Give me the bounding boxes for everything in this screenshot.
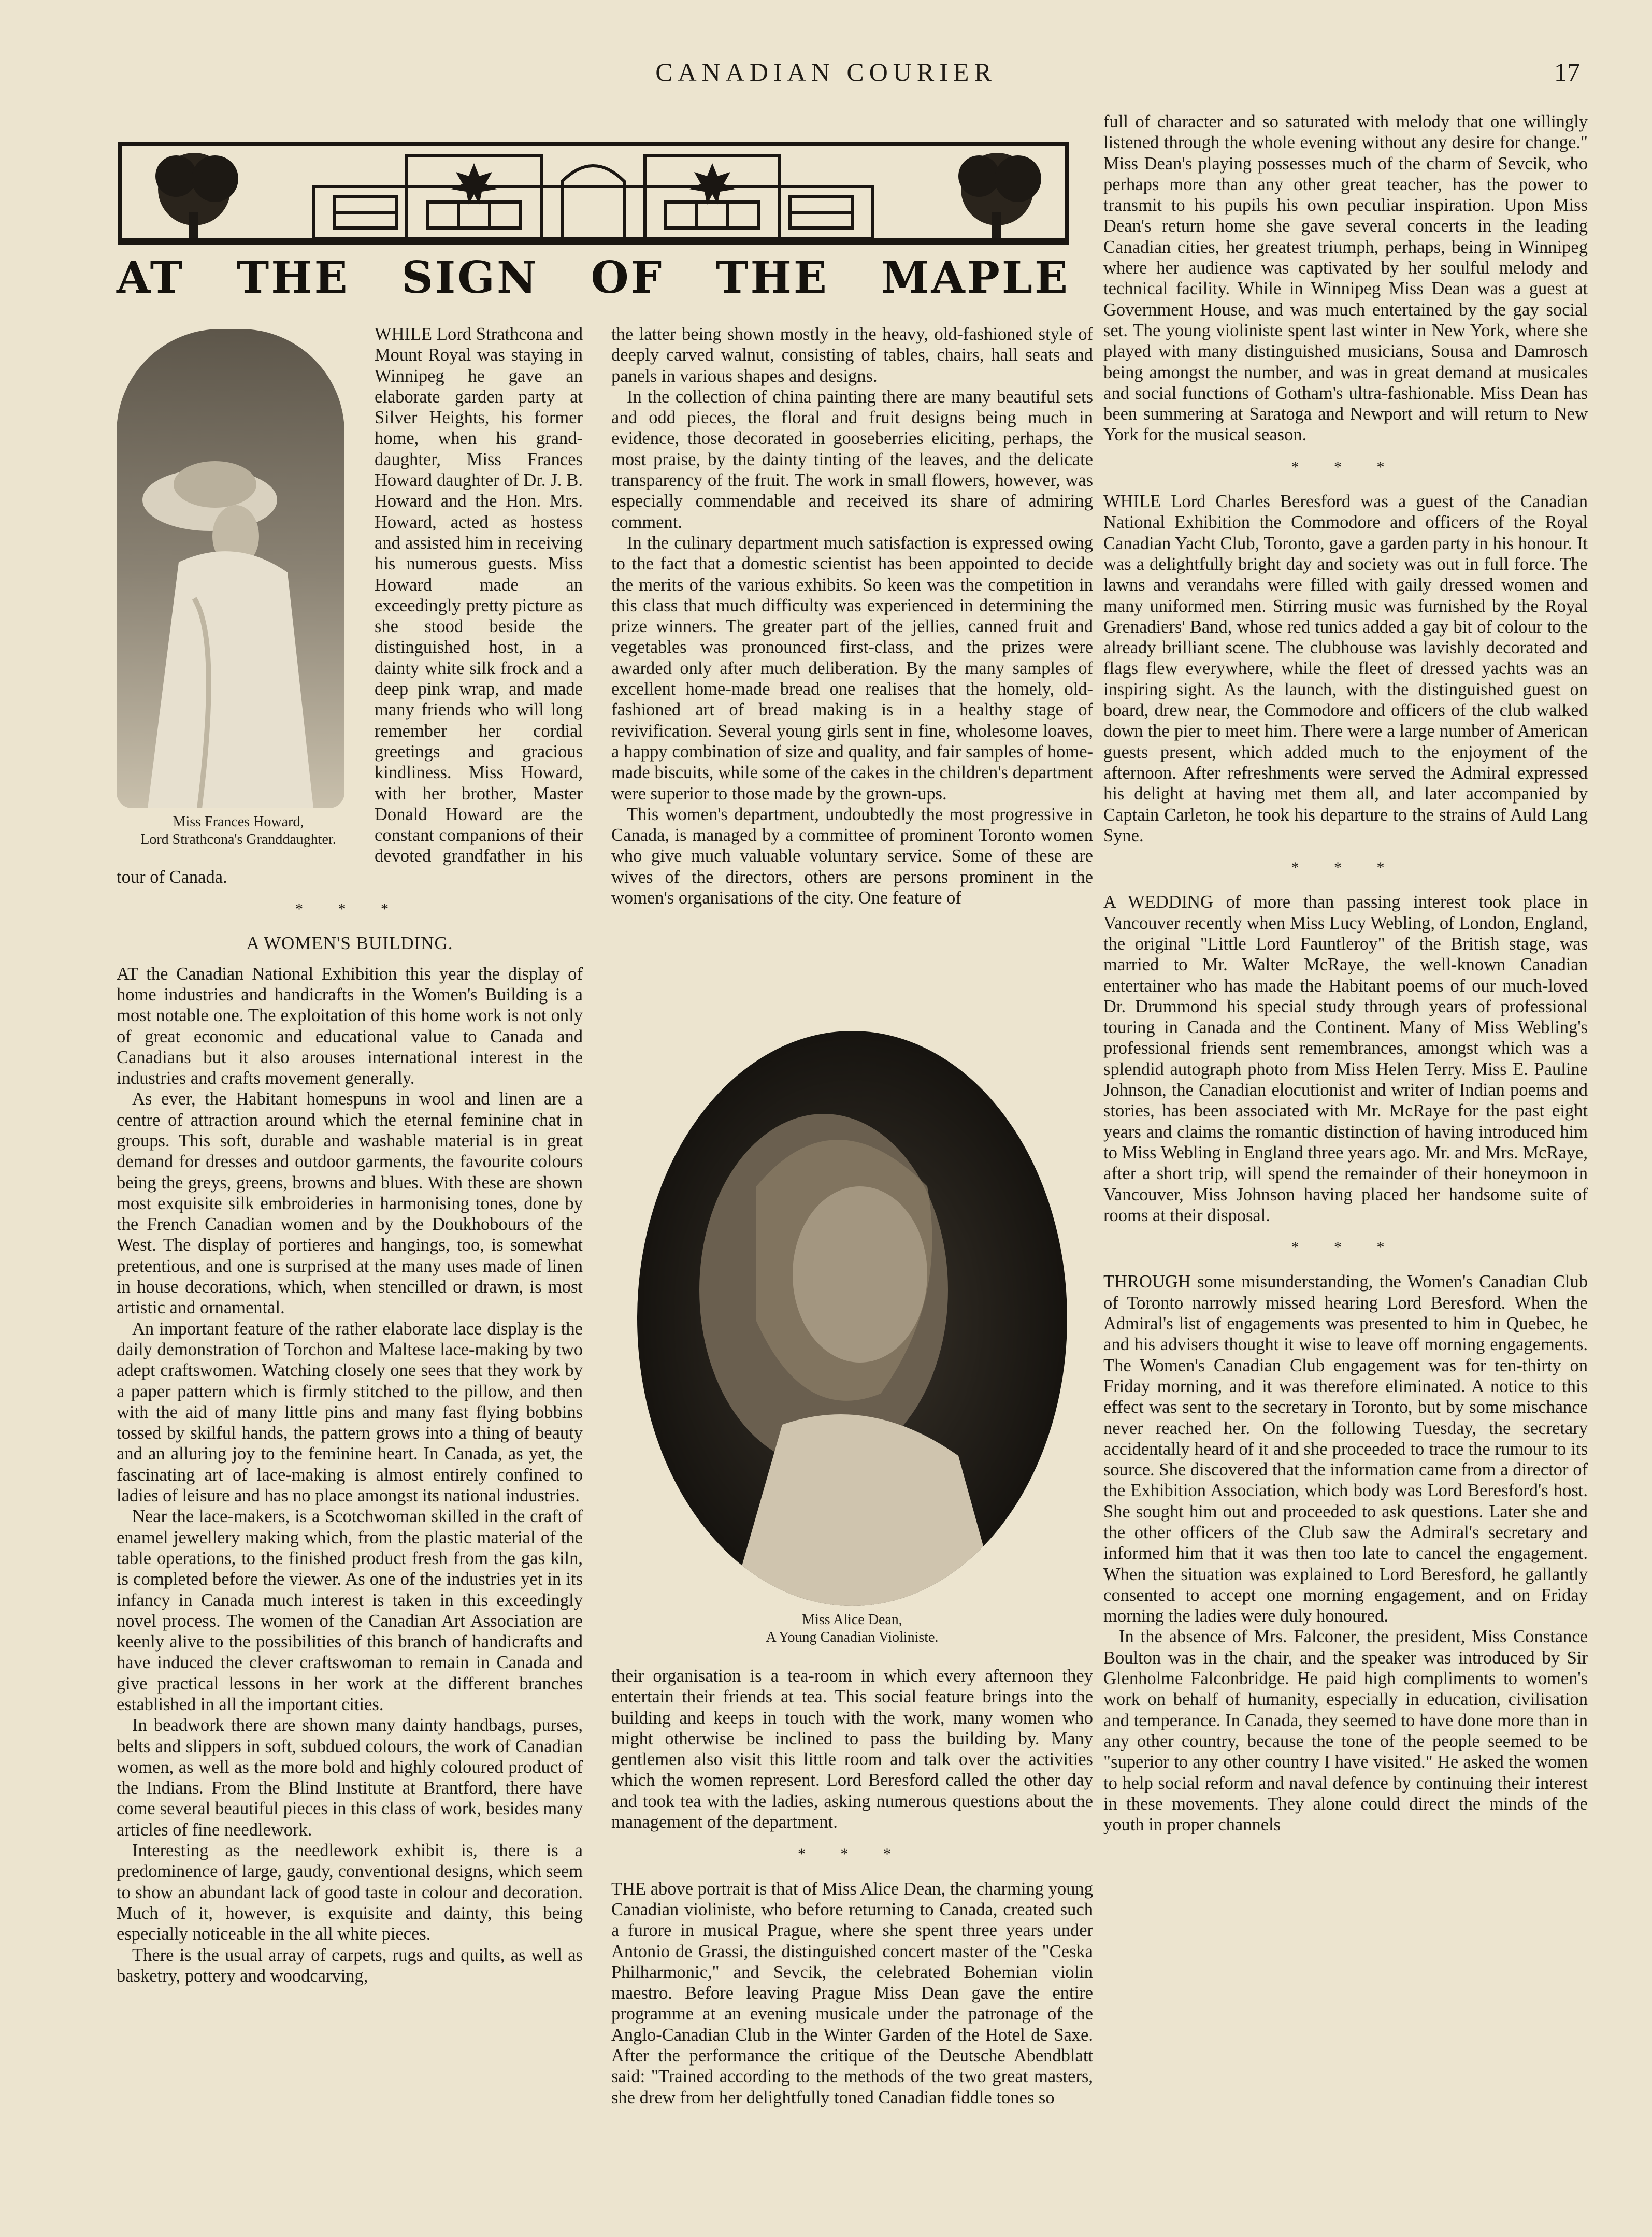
decorative-banner <box>117 140 1070 246</box>
caption-alice-dean: Miss Alice Dean, <box>802 1612 902 1628</box>
article-paragraph: In beadwork there are shown many dainty handbags, purses, belts and slippers in soft, subdued colours, the work of Canadian women, as well as the more bold and highly coloured product of the Indians. From the Blind Institute at Brantford, there have come several beautiful pieces in this class of work, besides many articles of fine needlework. <box>117 1715 583 1840</box>
title-word: AT <box>117 251 185 303</box>
article-paragraph: WHILE Lord Strathcona and Mount Royal was staying in Winnipeg he gave an elaborate garden party at Silver Heights, his former home, when his grand-daughter, Miss Frances Howard daughter of Dr. J. B. Howard and the Hon. Mrs. Howard, acted as hostess and assisted him in receiving his numerous guests. Miss Howard made an exceedingly pretty picture as she stood beside the distinguished host, in a dainty white silk frock and a deep pink wrap, and made many friends who will long remember her cordial greetings and gracious kindliness. Miss Howard, with her brother, Master Donald Howard are the constant companions of their devoted grandfather in his tour of Canada. <box>117 324 583 887</box>
caption-frances-howard: Miss Frances Howard, <box>173 814 304 830</box>
section-separator: * * * <box>798 1845 907 1863</box>
article-paragraph: As ever, the Habitant homespuns in wool and linen are a centre of attraction around which the eternal feminine chat in groups. This soft, durable and washable material is in great demand for dresses and outdoor garments, the favourite colours being the greys, greens, browns and blues. With these are shown most exquisite silk embroideries in harmonising tones, done by the French Canadian women and by the Doukhobours of the West. The display of portieres and hangings, too, is somewhat pretentious, and one is surprised at the many uses made of linen in house decorations, which, when stencilled or drawn, is most artistic and ornamental. <box>117 1089 583 1318</box>
article-paragraph: There is the usual array of carpets, rugs and quilts, as well as basketry, pottery and woodcarving, <box>117 1945 583 1986</box>
page-number: 17 <box>1554 58 1580 87</box>
caption-frances-howard-sub: Lord Strathcona's Granddaughter. <box>140 831 336 848</box>
article-paragraph: In the culinary department much satisfaction is expressed owing to the fact that a domestic scientist has been appointed to decide the merits of the various exhibits. So keen was the competition in this class that much difficulty was experienced in determining the prize winners. The greater part of the jellies, canned fruit and vegetables was pronounced first-class, and the prizes were awarded only after much deliberation. By the many samples of excellent home-made bread one realises that the homely, old-fashioned art of bread making is in a healthy stage of revivification. Several young girls sent in fine, wholesome loaves, a happy combination of size and quality, and fair samples of home-made biscuits, while some of the cakes in the children's department were superior to those made by the grown-ups. <box>611 533 1093 804</box>
section-title <box>117 249 1070 306</box>
article-paragraph: AT the Canadian National Exhibition this year the display of home industries and handicrafts in the Women's Building is a most notable one. The exploitation of this home work is not only of great economic and educational value to Canada and Canadians but it also arouses international interest in the industries and crafts movement generally. <box>117 964 583 1088</box>
portrait-alice-dean <box>637 1031 1067 1606</box>
section-separator: * * * <box>295 900 404 918</box>
title-word: MAPLE <box>881 251 1070 303</box>
column-3 <box>1103 111 1588 1835</box>
article-paragraph: In the absence of Mrs. Falconer, the president, Miss Constance Boulton was in the chair, and the speaker was introduced by Sir Glenholme Falconbridge. He paid high compliments to women's work on behalf of humanity, especially in education, civilisation and temperance. In Canada, they seemed to have done more than in any other country, because the tone of the people seemed to be "superior to any other country I have visited." He asked the women to help social reform and naval defence by continuing their interest in these movements. They alone could direct the minds of the youth in proper channels <box>1103 1627 1588 1835</box>
article-paragraph: THE above portrait is that of Miss Alice Dean, the charming young Canadian violiniste, who before returning to Canada, created such a furore in musical Prague, where she spent three years under Antonio de Grassi, the distinguished concert master of the "Ceska Philharmonic," and Sevcik, the celebrated Bohemian violin maestro. Before leaving Prague Miss Dean gave the entire programme at an evening musicale under the patronage of the Anglo-Canadian Club in the Winter Garden of the Hotel de Saxe. After the performance the critique of the Deutsche Abendblatt said: "Trained according to the methods of the two great masters, she drew from her delightfully toned Canadian fiddle tones so <box>611 1878 1093 2107</box>
article-paragraph: This women's department, undoubtedly the most progressive in Canada, is managed by a committee of prominent Toronto women who give much valuable voluntary service. Some of these are wives of the directors, others are persons prominent in the women's organisations of the city. One feature of <box>611 804 1093 908</box>
running-head: CANADIAN COURIER <box>655 58 997 87</box>
column-2-bottom <box>611 1666 1093 2108</box>
title-word: THE <box>715 251 829 303</box>
article-paragraph: A WEDDING of more than passing interest took place in Vancouver recently when Miss Lucy Webling, of London, England, the original "Little Lord Fauntleroy" of the British stage, was married to Mr. Walter McRaye, the well-known Canadian entertainer who has made the Habitant poems of our much-loved Dr. Drummond his special study through years of professional touring in Canada and the Continent. Many of Miss Webling's professional friends sent remembrances, amongst which was a splendid autograph photo from Miss Helen Terry. Miss E. Pauline Johnson, the Canadian elocutionist and writer of Indian poems and stories, has been associated with Mr. McRaye for the past eight years and claims the romantic distinction of having introduced him to Miss Webling in England three years ago. Mr. and Mrs. McRaye, after a short trip, will spend the remainder of their honeymoon in Vancouver, Miss Johnson having placed her handsome suite of rooms at their disposal. <box>1103 892 1588 1225</box>
caption-alice-dean-sub: A Young Canadian Violiniste. <box>766 1629 939 1645</box>
article-paragraph: Near the lace-makers, is a Scotchwoman skilled in the craft of enamel jewellery making which, from the plastic material of the table operations, to the finished product fresh from the gas kiln, is completed before the viewer. As one of the industries yet in its infancy in Canada much interest is taken in this exceedingly novel process. The women of the Canadian Art Association are keenly alive to the possibilities of this branch of handicrafts and have induced the clever craftswoman to remain in Canada and give practical lessons in her work at the different branches established in all the important cities. <box>117 1507 583 1714</box>
section-separator: * * * <box>1291 458 1400 476</box>
article-paragraph: full of character and so saturated with melody that one willingly listened through the whole evening without any desire for change." Miss Dean's playing possesses much of the charm of Sevcik, who perhaps more than any other great teacher, has the power to transmit to his pupils his own peculiar inspiration. Upon Miss Dean's return home she gave several concerts in the leading Canadian cities, her greatest triumph, perhaps, being in Winnipeg where her audience was captivated by her soulful melody and technical facility. While in Winnipeg Miss Dean was a guest at Government House, and was much entertained by the gay social set. The young violiniste spent last winter in New York, where she played with many distinguished musicians, Sousa and Damrosch being amongst the number, and was in great demand at musicales and social functions of Gotham's ultra-fashionable. Miss Dean has been summering at Saratoga and Newport and will return to New York for the musical season. <box>1103 112 1588 445</box>
title-word: SIGN <box>401 251 539 303</box>
article-paragraph: An important feature of the rather elaborate lace display is the daily demonstration of Torchon and Maltese lace-making by two adept craftswomen. Watching closely one sees that they work by a paper pattern which is firmly stitched to the pillow, and then with the aid of many little pins and many fast flying bobbins tossed by skilful hands, the pattern grows into a thing of beauty and an alluring joy to the feminine heart. In Canada, as yet, the fascinating art of lace-making is almost entirely confined to ladies of leisure and has no place amongst its national industries. <box>117 1318 583 1506</box>
article-paragraph: WHILE Lord Charles Beresford was a guest of the Canadian National Exhibition the Commodore and officers of the Royal Canadian Yacht Club, Toronto, gave a garden party in his honour. It was a delightfully bright day and society was out in full force. The lawns and verandahs were filled with gaily dressed women and many uniformed men. Stirring music was furnished by the Royal Grenadiers' Band, whose red tunics added a gay bit of colour to the already brilliant scene. The clubhouse was lavishly decorated and flags flew everywhere, while the fleet of dressed yachts was an inspiring sight. As the launch, with the distinguished guest on board, drew near, the Commodore and officers of the club walked down the pier to meet him. There were a large number of American guests present, which added much to the enjoyment of the afternoon. After refreshments were served the Admiral expressed his delight at having met them all, and later accompanied by Captain Carleton, he took his departure to the strains of Auld Lang Syne. <box>1103 492 1588 845</box>
article-paragraph: In the collection of china painting there are many beautiful sets and odd pieces, the floral and fruit designs being much in evidence, those decorated in gooseberries eliciting, perhaps, the most praise, by the dainty tinting of the leaves, and the delicate transparency of the fruit. The work in small flowers, however, was especially commendable and received its share of admiring comment. <box>611 386 1093 532</box>
article-paragraph: the latter being shown mostly in the heavy, old-fashioned style of deeply carved walnut, consisting of tables, chairs, hall seats and panels in various shapes and designs. <box>611 324 1093 386</box>
article-paragraph: Interesting as the needlework exhibit is, there is a predominence of large, gaudy, conventional designs, which seem to show an abundant lack of good taste in colour and decoration. Much of it, however, is exquisite and dainty, this being especially noticeable in the all white pieces. <box>117 1841 583 1944</box>
title-word: THE <box>236 251 350 303</box>
photo-caption-alice-dean <box>611 1611 1093 1646</box>
column-2-top <box>611 324 1093 908</box>
title-word: OF <box>591 251 664 303</box>
section-separator: * * * <box>1291 1239 1400 1256</box>
column-1 <box>117 324 583 1986</box>
article-heading: A WOMEN'S BUILDING. <box>246 933 453 954</box>
section-separator: * * * <box>1291 859 1400 877</box>
photo-caption-frances-howard <box>117 324 360 860</box>
article-paragraph: THROUGH some misunderstanding, the Women's Canadian Club of Toronto narrowly missed hearing Lord Beresford. When the Admiral's list of engagements was presented to him in Quebec, he and his advisers thought it wise to leave off morning engagements. The Women's Canadian Club engagement was for ten-thirty on Friday morning, and it was therefore eliminated. A notice to this effect was sent to the secretary in Toronto, but by some mischance never reached her. On the following Tuesday, the secretary accidentally heard of it and she proceeded to trace the rumour to its source. She discovered that the information came from a director of the Exhibition Association, which body was Lord Beresford's host. She sought him out and proceeded to ask questions. Later she and the other officers of the Club saw the Admiral's secretary and informed him that it was then too late to cancel the engagement. When the situation was explained to Lord Beresford, he gallantly consented to accept one morning engagement, and on Friday morning the ladies were duly honoured. <box>1103 1272 1588 1626</box>
article-paragraph: their organisation is a tea-room in which every afternoon they entertain their friends at tea. This social feature brings into the building and keeps in touch with the work, many women who might otherwise be inclined to pass the building by. Many gentlemen also visit this little room and talk over the activities which the women represent. Lord Beresford called the other day and took tea with the ladies, asking numerous questions about the management of the department. <box>611 1666 1093 1832</box>
